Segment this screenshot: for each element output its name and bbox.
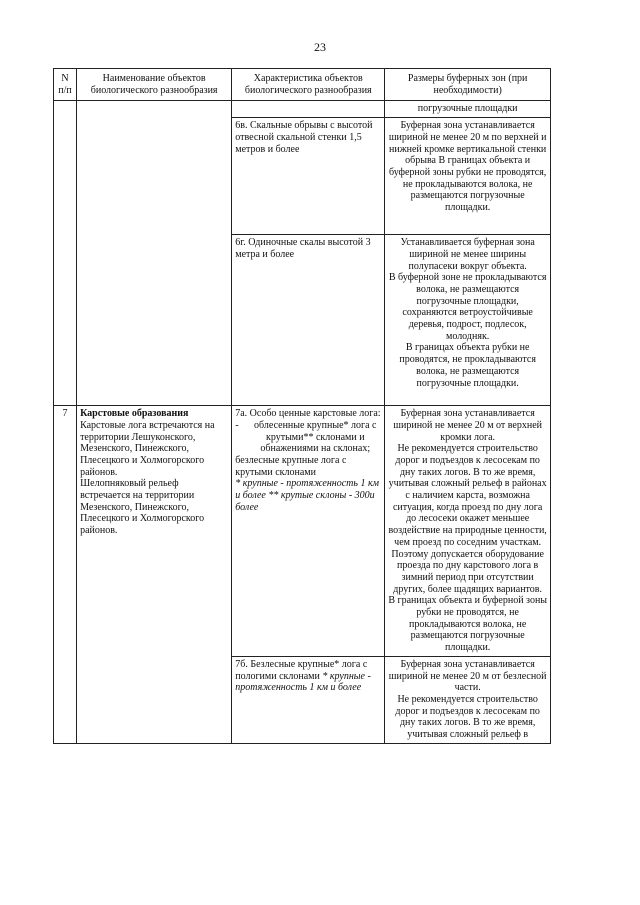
page-number: 23 [314, 40, 326, 54]
cell-name-empty [77, 101, 232, 406]
name-7-p1: Карстовые лога встречаются на территории Лешуконского, Мезенского, Пинежского, Плесецкого и Холмогорского районов. [80, 419, 215, 478]
bullet-text: облесенные крупные* лога с крутыми** склонами и обнажениями на склонах; [254, 419, 377, 455]
buffer-7a-p3: В границах объекта и буферной зоны рубки не проводятся, не прокладываются волока, не размещаются погрузочные площадки. [388, 595, 548, 654]
name-7-title: Карстовые образования [80, 408, 189, 420]
table-row [54, 406, 551, 657]
header-buffer: Размеры буферных зон (при необходимости) [385, 69, 551, 101]
char-7a-rest: безлесные крупные лога с крутыми склонами [235, 454, 347, 478]
char-7a [232, 406, 385, 657]
table-header-row [54, 69, 551, 101]
buffer-7b-p2: Не рекомендуется строительство дорог и подъездов к лесосекам по дну таких логов. В то же время, учитывая сложный рельеф в [395, 693, 540, 741]
name-7-p2: Шелопняковый рельеф встречается на территории Мезенского, Пинежского, Плесецкого и Холмогорского районов. [80, 478, 205, 537]
header-num: N п/п [54, 69, 77, 101]
char-7a-title: 7а. Особо ценные карстовые лога: [235, 408, 381, 420]
buffer-zone-table [53, 68, 551, 744]
char-7a-note: * крупные - протяженность 1 км и более ** крутые склоны - 300и более [235, 478, 380, 513]
buffer-7a-p2: Не рекомендуется строительство дорог и подъездов к лесосекам по дну таких логов. В то же время, учитывая сложный рельеф в районах с наличием карста, возможна ситуация, когда проезд по дну лога до лесосеки окажет меньшее воздействие на природные ценности, чем проезд по соседним участкам. Поэтому допускается оборудование проезда по дну карстового лога в зимний период при отсутствии других, более щадящих вариантов. [388, 443, 547, 595]
char-6g: 6г. Одиночные скалы высотой 3 метра и более [232, 235, 385, 406]
buffer-6g-p1: Устанавливается буферная зона шириной не менее ширины полупасеки вокруг объекта. [400, 237, 535, 272]
buffer-6v: Буферная зона устанавливается шириной не менее 20 м по верхней и нижней кромке вертикальной стенки обрыва В границах объекта и буферной зоны рубки не проводятся, не прокладываются волока, не размещаются погрузочные площадки. [385, 118, 551, 235]
char-7b-note: * крупные - протяженность 1 км и более [235, 670, 371, 694]
cell-char-empty [232, 101, 385, 118]
buffer-7b [385, 656, 551, 743]
num-7: 7 [54, 406, 77, 744]
char-7b [232, 656, 385, 743]
buffer-7b-p1: Буферная зона устанавливается шириной не менее 20 м от безлесной части. [388, 658, 547, 694]
char-7b-text: 7б. Безлесные крупные* лога с пологими склонами [235, 658, 368, 682]
header-characteristics: Характеристика объектов биологического разнообразия [232, 69, 385, 101]
name-7 [77, 406, 232, 744]
cell-num-empty [54, 101, 77, 406]
bullet-dash: - [235, 419, 239, 431]
buffer-7a-p1: Буферная зона устанавливается шириной не менее 20 м от верхней кромки лога. [393, 408, 542, 443]
buffer-6g-p3: В границах объекта рубки не проводятся, не прокладываются волока, не размещаются погрузочные площадки. [399, 342, 536, 389]
buffer-7a [385, 406, 551, 657]
char-7a-bullet [235, 420, 381, 455]
buffer-6g-p2: В буферной зоне не прокладываются волока, не размещаются погрузочные площадки, сохраняются ветроустойчивые деревья, подрост, подлесок, молодняк. [388, 272, 547, 342]
header-name: Наименование объектов биологического разнообразия [77, 69, 232, 101]
table-row [54, 101, 551, 118]
buffer-continued: погрузочные площадки [385, 101, 551, 118]
buffer-6g [385, 235, 551, 406]
char-6v: 6в. Скальные обрывы с высотой отвесной скальной стенки 1,5 метров и более [232, 118, 385, 235]
